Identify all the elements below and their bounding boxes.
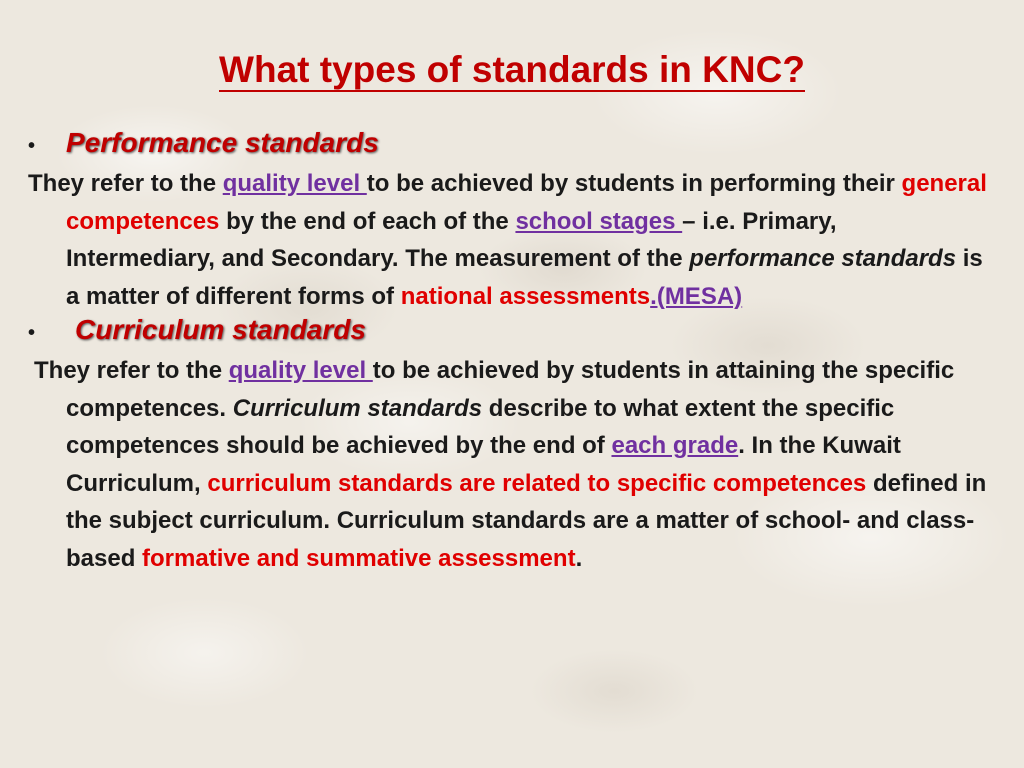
paragraph-text: They refer to the: [34, 357, 229, 384]
paragraph-text: is a matter of different forms of: [66, 245, 983, 310]
underlined-term: quality level: [222, 170, 367, 197]
bullet-icon: •: [28, 135, 36, 157]
paragraph-text: to be achieved by students in performing their: [366, 170, 902, 197]
section-paragraph-curriculum: [28, 352, 988, 577]
italic-term: performance standards: [689, 245, 957, 272]
section-heading-curriculum: Curriculum standards: [75, 314, 366, 345]
underlined-term: .(MESA): [650, 282, 743, 310]
section-paragraph-performance: [28, 165, 988, 315]
paragraph-text: describe to what extent the specific competences should be achieved by the end of: [66, 394, 895, 459]
slide-content: [28, 128, 988, 577]
bullet-icon: •: [28, 322, 36, 344]
highlighted-term: curriculum standards are related to specific competences: [207, 469, 867, 497]
paragraph-text: . In the Kuwait Curriculum,: [66, 432, 901, 497]
underlined-term: school stages: [515, 207, 683, 235]
paragraph-text: They refer to the: [28, 170, 223, 197]
italic-term: Curriculum standards: [232, 394, 483, 422]
paragraph-text: – i.e. Primary, Intermediary, and Secondary. The measurement of the: [66, 207, 837, 272]
slide-title-text: What types of standards in KNC?: [219, 49, 805, 90]
section-heading-row-performance: [28, 128, 988, 165]
section-heading-performance: Performance standards: [66, 127, 379, 158]
paragraph-text: to be achieved by students in attaining the specific competences.: [66, 357, 955, 422]
paragraph-text: .: [575, 544, 583, 572]
section-heading-row-curriculum: [28, 315, 988, 352]
underlined-term: quality level: [228, 357, 373, 384]
highlighted-term: general competences: [66, 170, 987, 235]
paragraph-text: by the end of each of the: [219, 207, 516, 235]
slide-title: [0, 48, 1024, 92]
paragraph-text: defined in the subject curriculum. Curriculum standards are a matter of school- and class-based: [66, 469, 987, 572]
underlined-term: each grade: [611, 432, 739, 459]
highlighted-term: national assessments: [400, 282, 651, 310]
highlighted-term: formative and summative assessment: [142, 544, 576, 572]
